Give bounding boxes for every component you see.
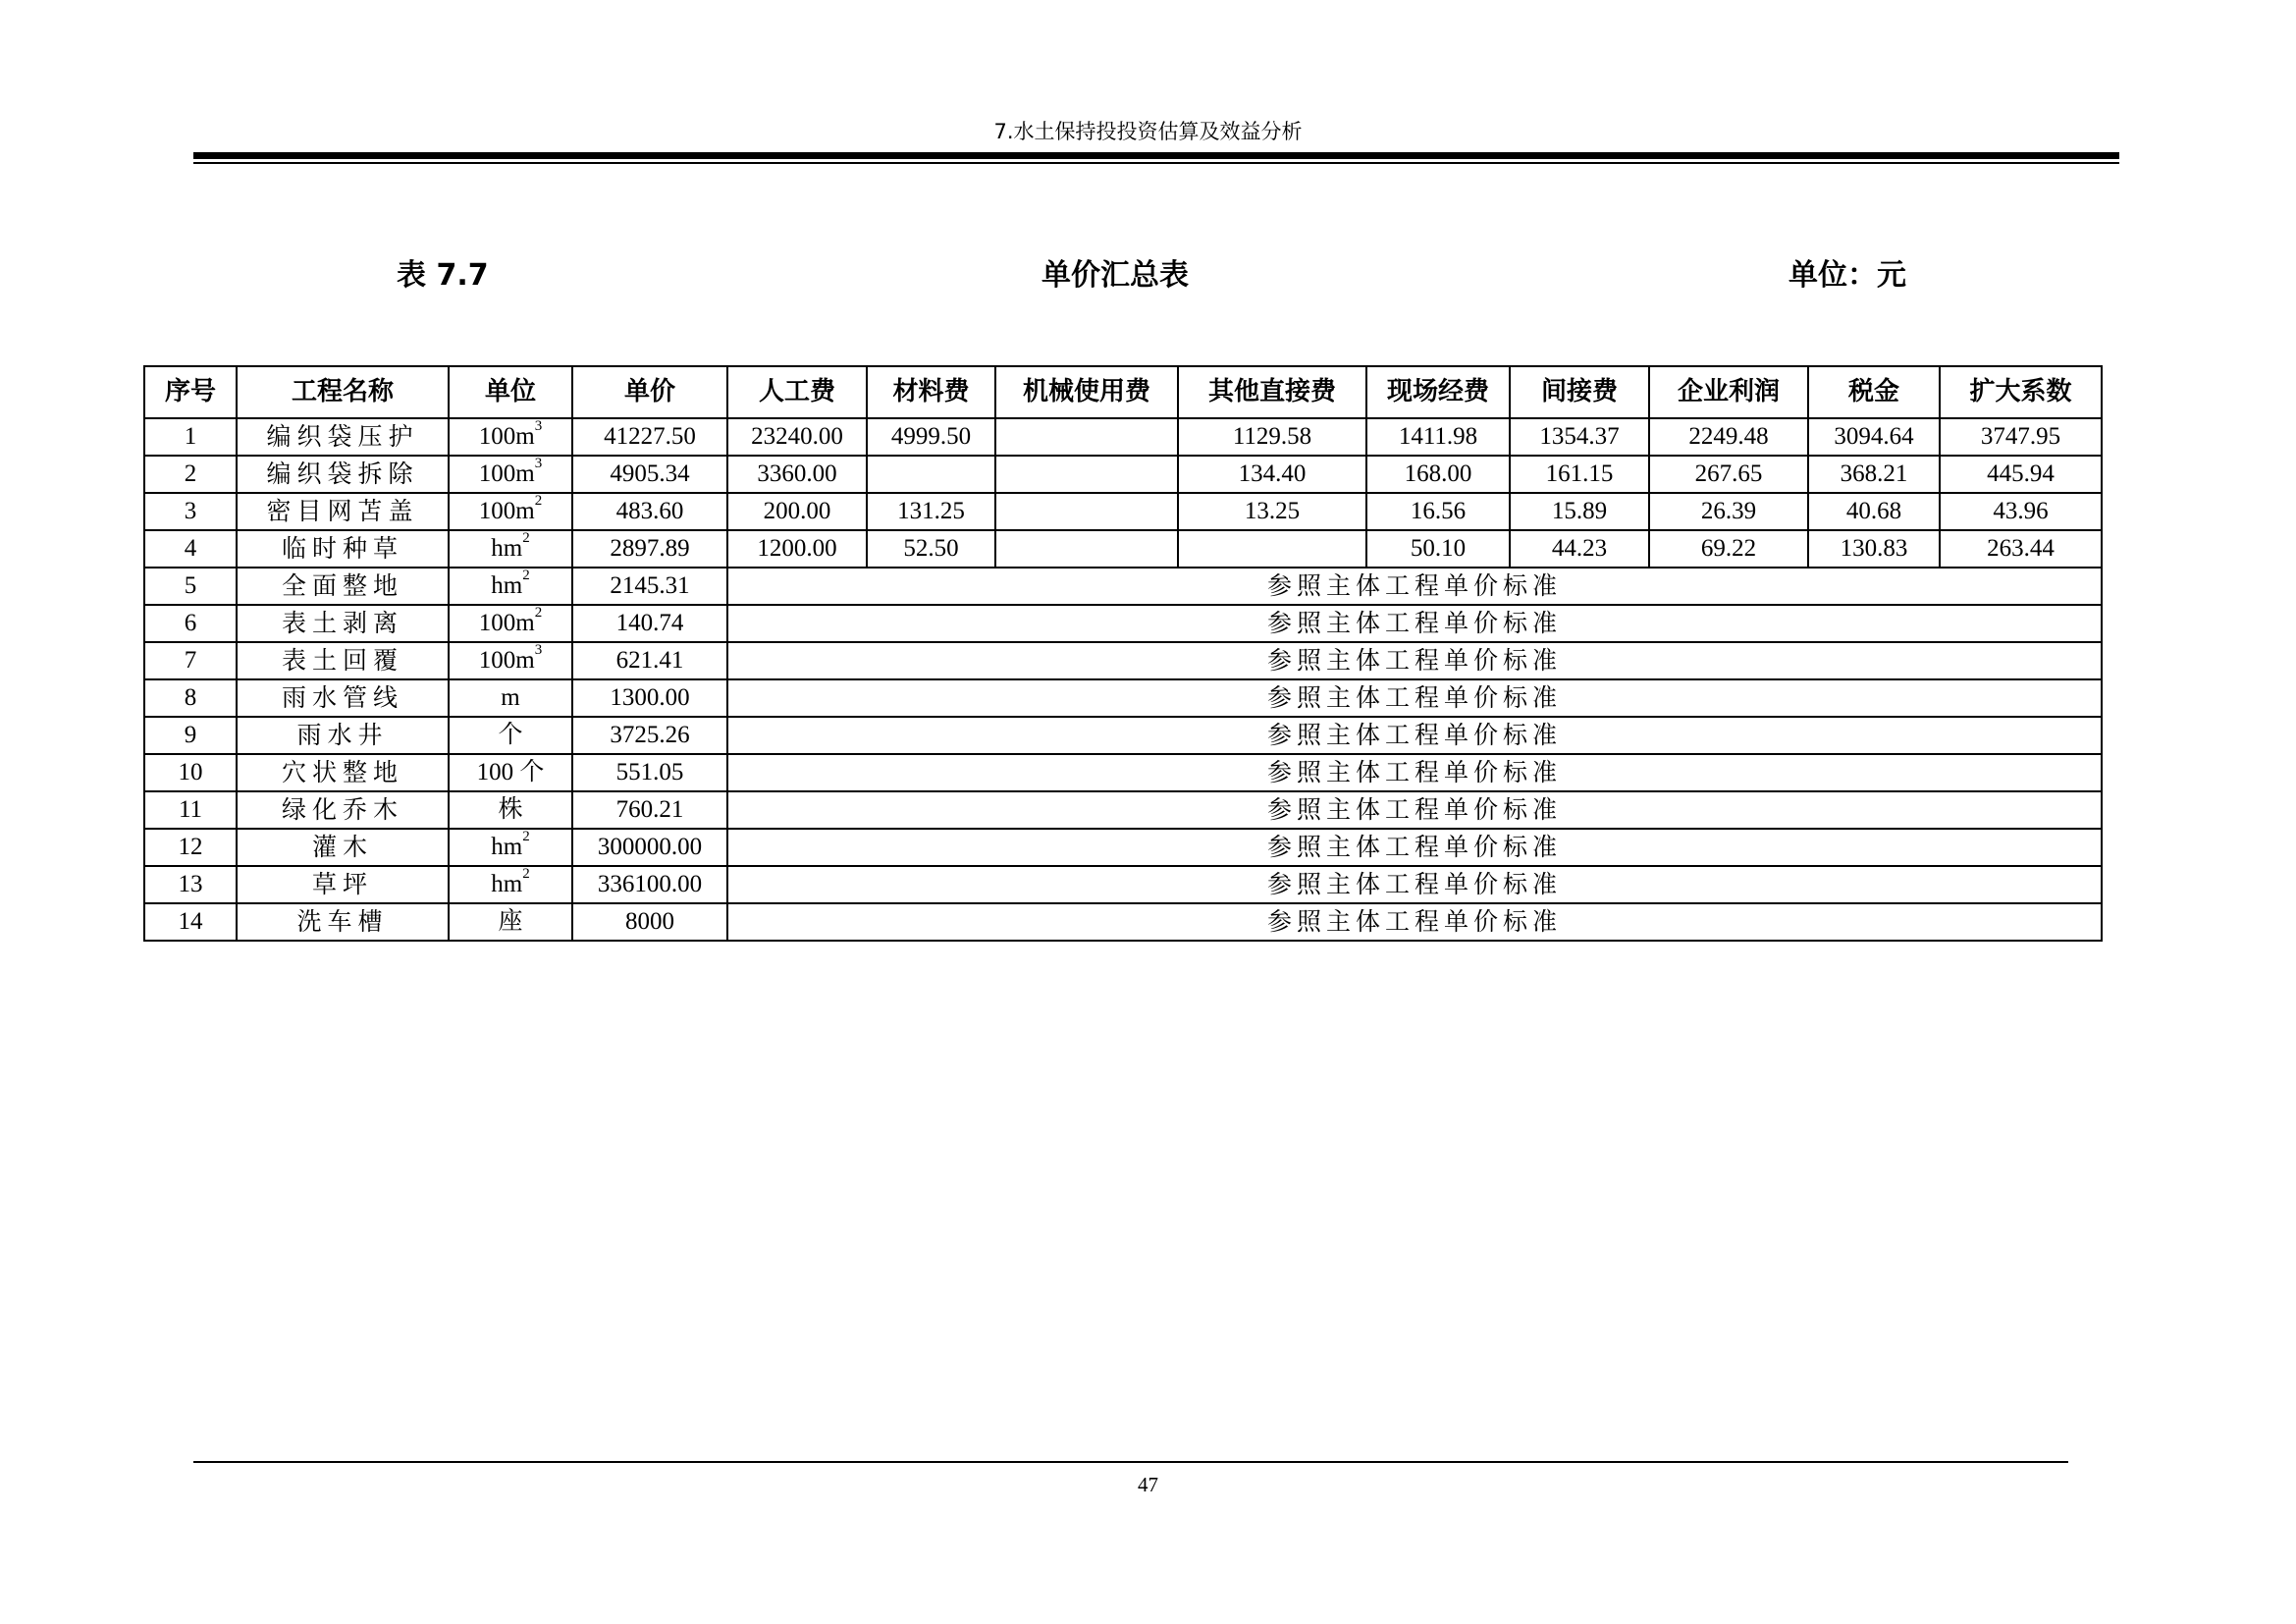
row-number-cell: 7 bbox=[144, 642, 237, 679]
unit-cell bbox=[449, 829, 572, 866]
reference-note-cell: 参照主体工程单价标准 bbox=[727, 829, 2102, 866]
unit-base: hm bbox=[491, 535, 523, 562]
table-row bbox=[144, 418, 2102, 456]
project-name-cell: 临时种草 bbox=[237, 530, 449, 568]
reference-note-cell: 参照主体工程单价标准 bbox=[727, 605, 2102, 642]
row-number-cell: 1 bbox=[144, 418, 237, 456]
column-header: 序号 bbox=[144, 366, 237, 418]
unit-base: 株 bbox=[498, 796, 523, 823]
unit-base: hm bbox=[491, 834, 523, 860]
unit-price-cell: 2897.89 bbox=[572, 530, 727, 568]
project-name-cell: 表土回覆 bbox=[237, 642, 449, 679]
header-rule-thin bbox=[193, 162, 2119, 164]
row-number-cell: 13 bbox=[144, 866, 237, 903]
unit-exponent: 2 bbox=[522, 568, 530, 583]
unit-exponent: 3 bbox=[534, 418, 543, 434]
reference-note-cell: 参照主体工程单价标准 bbox=[727, 642, 2102, 679]
table-row bbox=[144, 568, 2102, 605]
row-number-cell: 5 bbox=[144, 568, 237, 605]
other-direct-cell: 13.25 bbox=[1178, 493, 1366, 530]
site-cell: 168.00 bbox=[1366, 456, 1510, 493]
unit-price-cell: 1300.00 bbox=[572, 679, 727, 717]
labor-cell: 1200.00 bbox=[727, 530, 867, 568]
unit-base: 100 个 bbox=[476, 759, 545, 785]
column-header: 材料费 bbox=[867, 366, 995, 418]
unit-price-cell: 483.60 bbox=[572, 493, 727, 530]
other-direct-cell bbox=[1178, 530, 1366, 568]
site-cell: 1411.98 bbox=[1366, 418, 1510, 456]
table-row bbox=[144, 605, 2102, 642]
profit-cell: 69.22 bbox=[1649, 530, 1808, 568]
unit-cell bbox=[449, 530, 572, 568]
unit-price-cell: 8000 bbox=[572, 903, 727, 941]
unit-exponent: 2 bbox=[522, 866, 530, 882]
table-number: 表 7.7 bbox=[397, 258, 489, 293]
machine-cell bbox=[995, 418, 1178, 456]
unit-price-cell: 336100.00 bbox=[572, 866, 727, 903]
project-name-cell: 雨水管线 bbox=[237, 679, 449, 717]
labor-cell: 200.00 bbox=[727, 493, 867, 530]
table-row bbox=[144, 829, 2102, 866]
project-name-cell: 穴状整地 bbox=[237, 754, 449, 791]
unit-price-cell: 140.74 bbox=[572, 605, 727, 642]
unit-base: m bbox=[501, 684, 520, 711]
expansion-cell: 445.94 bbox=[1940, 456, 2102, 493]
unit-exponent: 2 bbox=[534, 493, 543, 509]
unit-price-cell: 3725.26 bbox=[572, 717, 727, 754]
expansion-cell: 43.96 bbox=[1940, 493, 2102, 530]
table-row bbox=[144, 642, 2102, 679]
unit-price-cell: 300000.00 bbox=[572, 829, 727, 866]
reference-note-cell: 参照主体工程单价标准 bbox=[727, 568, 2102, 605]
row-number-cell: 2 bbox=[144, 456, 237, 493]
column-header: 扩大系数 bbox=[1940, 366, 2102, 418]
unit-exponent: 2 bbox=[522, 829, 530, 844]
table-header-row bbox=[144, 366, 2102, 418]
unit-price-table bbox=[143, 365, 2103, 942]
unit-cell bbox=[449, 717, 572, 754]
project-name-cell: 全面整地 bbox=[237, 568, 449, 605]
unit-exponent: 3 bbox=[534, 456, 543, 471]
unit-base: 座 bbox=[498, 908, 523, 935]
unit-base: hm bbox=[491, 572, 523, 599]
expansion-cell: 3747.95 bbox=[1940, 418, 2102, 456]
unit-base: 100m bbox=[478, 460, 535, 487]
unit-base: hm bbox=[491, 871, 523, 897]
column-header: 工程名称 bbox=[237, 366, 449, 418]
material-cell: 131.25 bbox=[867, 493, 995, 530]
column-header: 单价 bbox=[572, 366, 727, 418]
other-direct-cell: 134.40 bbox=[1178, 456, 1366, 493]
expansion-cell: 263.44 bbox=[1940, 530, 2102, 568]
column-header: 企业利润 bbox=[1649, 366, 1808, 418]
unit-exponent: 3 bbox=[534, 642, 543, 658]
header-rule-thick bbox=[193, 152, 2119, 159]
unit-exponent: 2 bbox=[534, 605, 543, 621]
site-cell: 16.56 bbox=[1366, 493, 1510, 530]
project-name-cell: 编织袋压护 bbox=[237, 418, 449, 456]
project-name-cell: 密目网苫盖 bbox=[237, 493, 449, 530]
column-header: 单位 bbox=[449, 366, 572, 418]
column-header: 机械使用费 bbox=[995, 366, 1178, 418]
project-name-cell: 雨水井 bbox=[237, 717, 449, 754]
project-name-cell: 编织袋拆除 bbox=[237, 456, 449, 493]
project-name-cell: 表土剥离 bbox=[237, 605, 449, 642]
table-row bbox=[144, 866, 2102, 903]
unit-price-cell: 4905.34 bbox=[572, 456, 727, 493]
profit-cell: 26.39 bbox=[1649, 493, 1808, 530]
unit-cell bbox=[449, 642, 572, 679]
reference-note-cell: 参照主体工程单价标准 bbox=[727, 903, 2102, 941]
other-direct-cell: 1129.58 bbox=[1178, 418, 1366, 456]
tax-cell: 3094.64 bbox=[1808, 418, 1940, 456]
row-number-cell: 9 bbox=[144, 717, 237, 754]
row-number-cell: 6 bbox=[144, 605, 237, 642]
tax-cell: 40.68 bbox=[1808, 493, 1940, 530]
row-number-cell: 10 bbox=[144, 754, 237, 791]
row-number-cell: 8 bbox=[144, 679, 237, 717]
unit-cell bbox=[449, 679, 572, 717]
table-row bbox=[144, 791, 2102, 829]
indirect-cell: 44.23 bbox=[1510, 530, 1649, 568]
column-header: 税金 bbox=[1808, 366, 1940, 418]
machine-cell bbox=[995, 493, 1178, 530]
material-cell bbox=[867, 456, 995, 493]
table-row bbox=[144, 493, 2102, 530]
unit-cell bbox=[449, 866, 572, 903]
material-cell: 52.50 bbox=[867, 530, 995, 568]
tax-cell: 368.21 bbox=[1808, 456, 1940, 493]
unit-cell bbox=[449, 791, 572, 829]
row-number-cell: 12 bbox=[144, 829, 237, 866]
site-cell: 50.10 bbox=[1366, 530, 1510, 568]
table-row bbox=[144, 679, 2102, 717]
unit-price-cell: 551.05 bbox=[572, 754, 727, 791]
page-number: 47 bbox=[1138, 1473, 1158, 1496]
table-row bbox=[144, 530, 2102, 568]
footer-rule bbox=[193, 1461, 2068, 1463]
reference-note-cell: 参照主体工程单价标准 bbox=[727, 679, 2102, 717]
table-row bbox=[144, 456, 2102, 493]
unit-cell bbox=[449, 605, 572, 642]
unit-cell bbox=[449, 456, 572, 493]
unit-base: 100m bbox=[478, 423, 535, 450]
unit-price-cell: 41227.50 bbox=[572, 418, 727, 456]
reference-note-cell: 参照主体工程单价标准 bbox=[727, 791, 2102, 829]
machine-cell bbox=[995, 456, 1178, 493]
project-name-cell: 灌木 bbox=[237, 829, 449, 866]
unit-price-cell: 760.21 bbox=[572, 791, 727, 829]
row-number-cell: 11 bbox=[144, 791, 237, 829]
table-title: 单价汇总表 bbox=[1041, 258, 1189, 293]
column-header: 人工费 bbox=[727, 366, 867, 418]
column-header: 其他直接费 bbox=[1178, 366, 1366, 418]
unit-cell bbox=[449, 418, 572, 456]
material-cell: 4999.50 bbox=[867, 418, 995, 456]
table-row bbox=[144, 754, 2102, 791]
machine-cell bbox=[995, 530, 1178, 568]
unit-base: 个 bbox=[498, 722, 523, 748]
column-header: 现场经费 bbox=[1366, 366, 1510, 418]
unit-cell bbox=[449, 754, 572, 791]
project-name-cell: 草坪 bbox=[237, 866, 449, 903]
indirect-cell: 1354.37 bbox=[1510, 418, 1649, 456]
tax-cell: 130.83 bbox=[1808, 530, 1940, 568]
unit-price-cell: 621.41 bbox=[572, 642, 727, 679]
table-row bbox=[144, 903, 2102, 941]
unit-base: 100m bbox=[478, 647, 535, 674]
row-number-cell: 3 bbox=[144, 493, 237, 530]
column-header: 间接费 bbox=[1510, 366, 1649, 418]
reference-note-cell: 参照主体工程单价标准 bbox=[727, 866, 2102, 903]
table-row bbox=[144, 717, 2102, 754]
table-unit: 单位：元 bbox=[1789, 258, 1906, 293]
row-number-cell: 4 bbox=[144, 530, 237, 568]
labor-cell: 3360.00 bbox=[727, 456, 867, 493]
project-name-cell: 洗车槽 bbox=[237, 903, 449, 941]
unit-base: 100m bbox=[478, 610, 535, 636]
project-name-cell: 绿化乔木 bbox=[237, 791, 449, 829]
indirect-cell: 161.15 bbox=[1510, 456, 1649, 493]
indirect-cell: 15.89 bbox=[1510, 493, 1649, 530]
reference-note-cell: 参照主体工程单价标准 bbox=[727, 717, 2102, 754]
unit-base: 100m bbox=[478, 498, 535, 524]
unit-exponent: 2 bbox=[522, 530, 530, 546]
profit-cell: 2249.48 bbox=[1649, 418, 1808, 456]
row-number-cell: 14 bbox=[144, 903, 237, 941]
reference-note-cell: 参照主体工程单价标准 bbox=[727, 754, 2102, 791]
profit-cell: 267.65 bbox=[1649, 456, 1808, 493]
unit-cell bbox=[449, 903, 572, 941]
running-header: 7.水土保持投投资估算及效益分析 bbox=[993, 120, 1303, 143]
unit-cell bbox=[449, 568, 572, 605]
unit-price-cell: 2145.31 bbox=[572, 568, 727, 605]
unit-cell bbox=[449, 493, 572, 530]
labor-cell: 23240.00 bbox=[727, 418, 867, 456]
